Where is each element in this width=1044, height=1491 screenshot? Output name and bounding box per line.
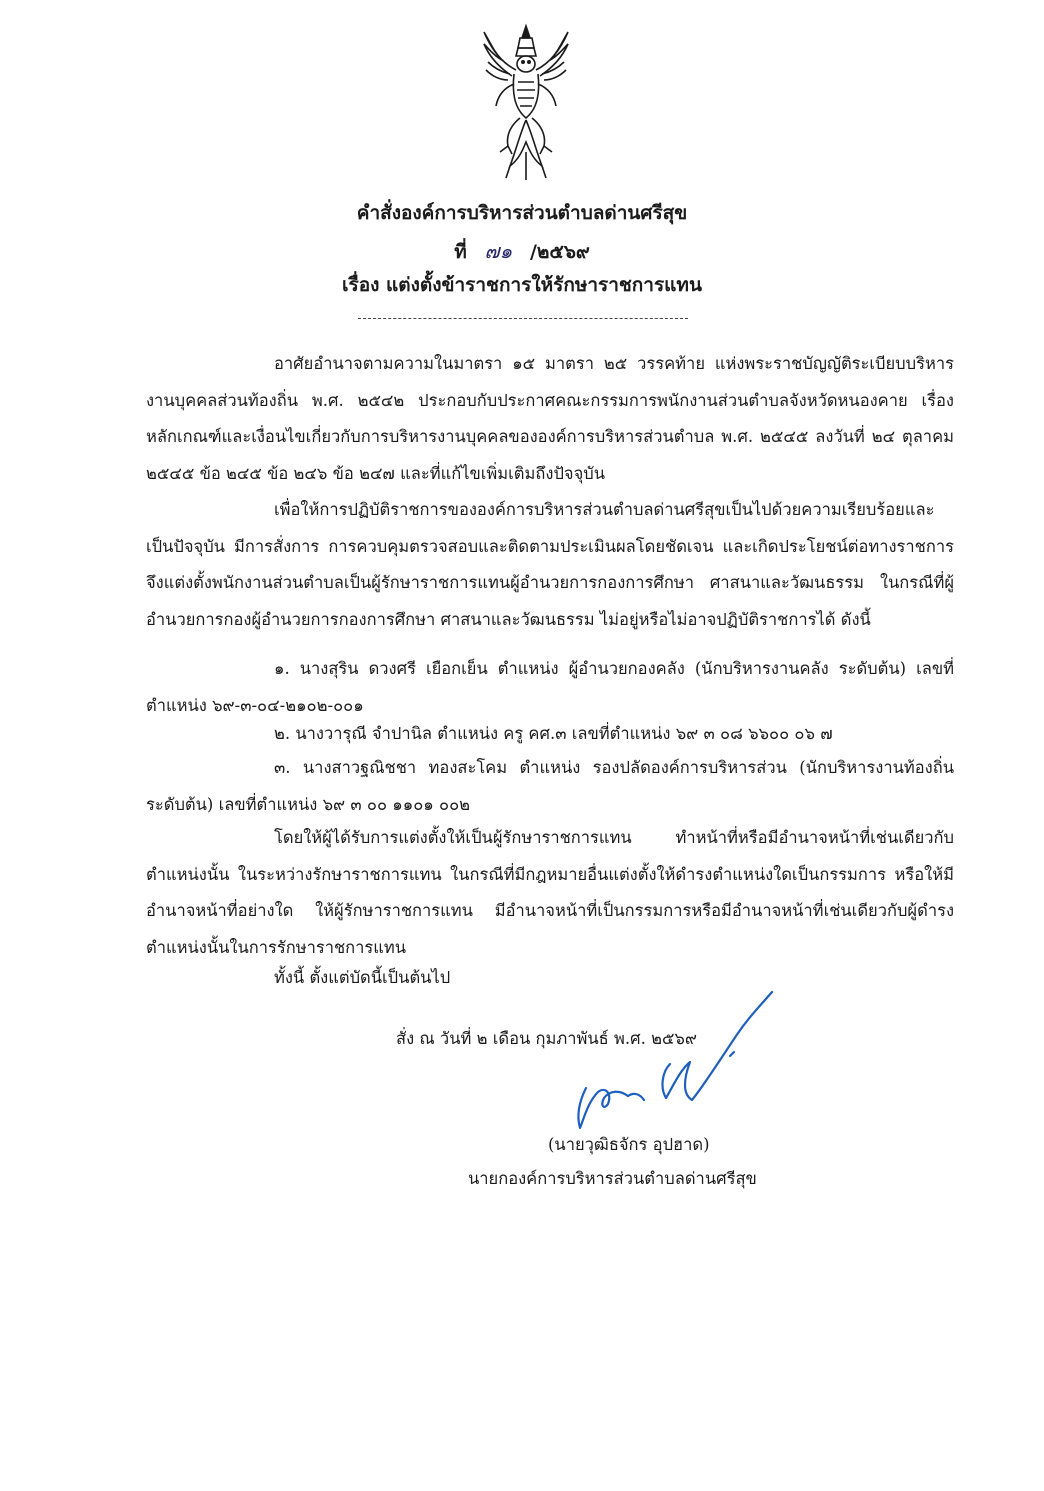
- header-divider: [358, 318, 688, 319]
- signatory-name: (นายวุฒิธจักร อุปฮาด): [548, 1135, 710, 1154]
- order-title: คำสั่งองค์การบริหารส่วนตำบลด่านศรีสุข: [356, 202, 688, 224]
- appointee-item: ๑. นางสุริน ดวงศรี เยือกเย็น ตำแหน่ง ผู้อำนวยกองคลัง (นักบริหารงานคลัง ระดับต้น) เลขที่ตำแหน่ง ๖๙-๓-๐๔-๒๑๐๒-๐๐๑: [146, 659, 954, 715]
- order-dateline: สั่ง ณ วันที่ ๒ เดือน กุมภาพันธ์ พ.ศ. ๒๕๖๙: [396, 1029, 697, 1048]
- body-paragraph-purpose: เพื่อให้การปฏิบัติราชการขององค์การบริหารส่วนตำบลด่านศรีสุขเป็นไปด้วยความเรียบร้อยและเป็นปัจจุบัน มีการสั่งการ การควบคุมตรวจสอบและติดตามประเมินผลโดยชัดเจน และเกิดประโยชน์ต่อทางราชการ จึงแต่งตั้งพนักงานส่วนตำบลเป็นผู้รักษาราชการแทนผู้อำนวยการกองการศึกษา ศาสนาและวัฒนธรรม ในกรณีที่ผู้อำนวยการกองผู้อำนวยการกองการศึกษา ศาสนาและวัฒนธรรม ไม่อยู่หรือไม่อาจปฏิบัติราชการได้ ดังนี้: [146, 500, 954, 629]
- body-paragraph-authority: อาศัยอำนาจตามความในมาตรา ๑๕ มาตรา ๒๕ วรรคท้าย แห่งพระราชบัญญัติระเบียบบริหารงานบุคคลส่วนท้องถิ่น พ.ศ. ๒๕๔๒ ประกอบกับประกาศคณะกรรมการพนักงานส่วนตำบลจังหวัดหนองคาย เรื่อง หลักเกณฑ์และเงื่อนไขเกี่ยวกับการบริหารงานบุคคลขององค์การบริหารส่วนตำบล พ.ศ. ๒๕๔๕ ลงวันที่ ๒๔ ตุลาคม ๒๕๔๕ ข้อ ๒๔๕ ข้อ ๒๔๖ ข้อ ๒๔๗ และที่แก้ไขเพิ่มเติมถึงปัจจุบัน: [146, 354, 954, 483]
- order-number-handwritten: ๗๑: [484, 239, 513, 263]
- appointee-item: ๒. นางวารุณี จำปานิล ตำแหน่ง ครู คศ.๓ เลขที่ตำแหน่ง ๖๙ ๓ ๐๘ ๖๖๐๐ ๐๖ ๗: [274, 724, 833, 743]
- order-subject: เรื่อง แต่งตั้งข้าราชการให้รักษาราชการแทน: [342, 274, 702, 296]
- body-paragraph-duties: โดยให้ผู้ได้รับการแต่งตั้งให้เป็นผู้รักษาราชการแทน ทำหน้าที่หรือมีอำนาจหน้าที่เช่นเดียวกับตำแหน่งนั้น ในระหว่างรักษาราชการแทน ในกรณีที่มีกฎหมายอื่นแต่งตั้งให้ดำรงตำแหน่งใดเป็นกรรมการ หรือให้มีอำนาจหน้าที่อย่างใด ให้ผู้รักษาราชการแทน มีอำนาจหน้าที่เป็นกรรมการหรือมีอำนาจหน้าที่เช่นเดียวกับผู้ดำรงตำแหน่งนั้นในการรักษาราชการแทน: [146, 828, 954, 957]
- signatory-title: นายกองค์การบริหารส่วนตำบลด่านศรีสุข: [468, 1169, 757, 1188]
- body-paragraph-effective: ทั้งนี้ ตั้งแต่บัดนี้เป็นต้นไป: [274, 968, 451, 987]
- appointee-item: ๓. นางสาวฐณิชชา ทองสะโคม ตำแหน่ง รองปลัดองค์การบริหารส่วน (นักบริหารงานท้องถิ่น ระดับต้น) เลขที่ตำแหน่ง ๖๙ ๓ ๐๐ ๑๑๐๑ ๐๐๒: [146, 758, 954, 814]
- handwritten-signature: [540, 978, 780, 1138]
- order-number: [0, 235, 1044, 267]
- order-number-prefix: ที่: [454, 241, 467, 263]
- garuda-emblem-icon: [480, 22, 572, 184]
- order-number-year: /๒๕๖๙: [529, 241, 590, 263]
